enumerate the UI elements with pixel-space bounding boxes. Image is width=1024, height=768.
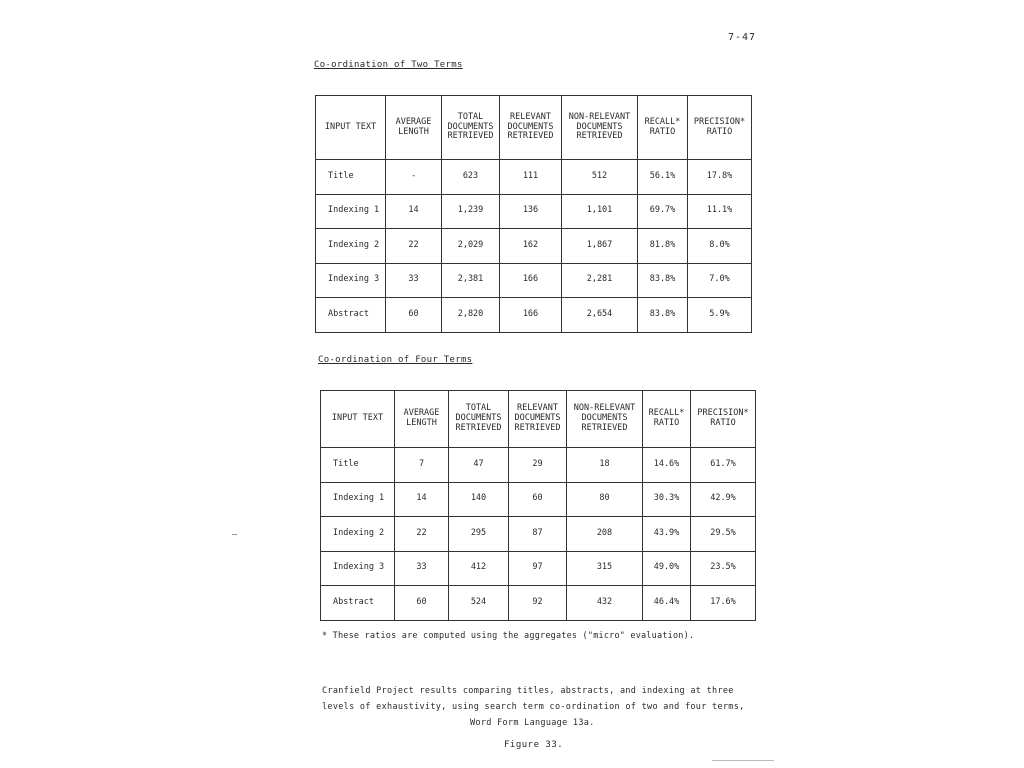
header-total-documents: TOTAL DOCUMENTS RETRIEVED xyxy=(442,96,500,160)
table-cell: 46.4% xyxy=(643,586,691,621)
table-cell: 81.8% xyxy=(638,229,688,264)
table-cell: 2,281 xyxy=(562,263,638,298)
table-cell: 1,867 xyxy=(562,229,638,264)
table-cell: - xyxy=(386,160,442,195)
table-row xyxy=(316,229,752,264)
table-cell: 208 xyxy=(567,517,643,552)
table-cell: 412 xyxy=(449,551,509,586)
table-cell: 23.5% xyxy=(691,551,756,586)
table-cell: 524 xyxy=(449,586,509,621)
row-label: Title xyxy=(321,448,395,483)
page-number: 7-47 xyxy=(728,32,757,43)
table-cell: 2,381 xyxy=(442,263,500,298)
header-relevant-documents: RELEVANT DOCUMENTS RETRIEVED xyxy=(509,391,567,448)
table-cell: 14 xyxy=(386,194,442,229)
table-cell: 42.9% xyxy=(691,482,756,517)
table-cell: 295 xyxy=(449,517,509,552)
table-cell: 14.6% xyxy=(643,448,691,483)
header-recall-ratio: RECALL* RATIO xyxy=(643,391,691,448)
caption-line-2: levels of exhaustivity, using search term co-ordination of two and four terms, xyxy=(322,702,745,712)
table-cell: 80 xyxy=(567,482,643,517)
caption-line-3: Word Form Language 13a. xyxy=(470,718,595,728)
figure-label: Figure 33. xyxy=(504,740,564,750)
table-row xyxy=(316,298,752,333)
table-cell: 2,029 xyxy=(442,229,500,264)
table-cell: 47 xyxy=(449,448,509,483)
header-average-length: AVERAGE LENGTH xyxy=(395,391,449,448)
table-cell: 29 xyxy=(509,448,567,483)
table-cell: 49.0% xyxy=(643,551,691,586)
table-cell: 7.0% xyxy=(688,263,752,298)
table1-title: Co-ordination of Two Terms xyxy=(314,60,463,70)
header-input-text: INPUT TEXT xyxy=(316,96,386,160)
table-cell: 87 xyxy=(509,517,567,552)
header-precision-ratio: PRECISION* RATIO xyxy=(688,96,752,160)
table-cell: 17.6% xyxy=(691,586,756,621)
table-cell: 56.1% xyxy=(638,160,688,195)
header-total-documents: TOTAL DOCUMENTS RETRIEVED xyxy=(449,391,509,448)
scan-mark-bottom xyxy=(712,760,774,761)
table-row xyxy=(321,448,756,483)
table-cell: 18 xyxy=(567,448,643,483)
table-cell: 140 xyxy=(449,482,509,517)
table-row xyxy=(316,160,752,195)
row-label: Indexing 1 xyxy=(316,194,386,229)
header-recall-ratio: RECALL* RATIO xyxy=(638,96,688,160)
header-non-relevant-documents: NON-RELEVANT DOCUMENTS RETRIEVED xyxy=(562,96,638,160)
table-cell: 2,820 xyxy=(442,298,500,333)
table-cell: 7 xyxy=(395,448,449,483)
table-four-terms xyxy=(320,390,756,621)
table-cell: 5.9% xyxy=(688,298,752,333)
table-cell: 69.7% xyxy=(638,194,688,229)
table-cell: 29.5% xyxy=(691,517,756,552)
table-cell: 1,101 xyxy=(562,194,638,229)
table-cell: 2,654 xyxy=(562,298,638,333)
row-label: Indexing 2 xyxy=(321,517,395,552)
table-cell: 60 xyxy=(395,586,449,621)
table-cell: 33 xyxy=(386,263,442,298)
table-cell: 111 xyxy=(500,160,562,195)
table-cell: 136 xyxy=(500,194,562,229)
table-cell: 22 xyxy=(386,229,442,264)
table-cell: 83.8% xyxy=(638,298,688,333)
table-cell: 60 xyxy=(509,482,567,517)
table-cell: 92 xyxy=(509,586,567,621)
table-row xyxy=(316,194,752,229)
table-row xyxy=(321,586,756,621)
table-cell: 97 xyxy=(509,551,567,586)
table-two-terms xyxy=(315,95,752,333)
header-input-text: INPUT TEXT xyxy=(321,391,395,448)
row-label: Title xyxy=(316,160,386,195)
table-cell: 83.8% xyxy=(638,263,688,298)
table-cell: 623 xyxy=(442,160,500,195)
table-row xyxy=(321,517,756,552)
table-row xyxy=(321,551,756,586)
header-relevant-documents: RELEVANT DOCUMENTS RETRIEVED xyxy=(500,96,562,160)
table-cell: 432 xyxy=(567,586,643,621)
table-cell: 166 xyxy=(500,298,562,333)
footnote: * These ratios are computed using the aggregates ("micro" evaluation). xyxy=(322,631,695,641)
table-row xyxy=(316,263,752,298)
row-label: Indexing 3 xyxy=(316,263,386,298)
scan-mark xyxy=(232,534,237,535)
row-label: Indexing 3 xyxy=(321,551,395,586)
header-non-relevant-documents: NON-RELEVANT DOCUMENTS RETRIEVED xyxy=(567,391,643,448)
table-cell: 1,239 xyxy=(442,194,500,229)
row-label: Abstract xyxy=(316,298,386,333)
header-precision-ratio: PRECISION* RATIO xyxy=(691,391,756,448)
header-average-length: AVERAGE LENGTH xyxy=(386,96,442,160)
table-cell: 14 xyxy=(395,482,449,517)
table-cell: 315 xyxy=(567,551,643,586)
table-row xyxy=(321,482,756,517)
row-label: Indexing 2 xyxy=(316,229,386,264)
table-cell: 22 xyxy=(395,517,449,552)
table-cell: 162 xyxy=(500,229,562,264)
table-cell: 17.8% xyxy=(688,160,752,195)
caption-line-1: Cranfield Project results comparing titles, abstracts, and indexing at three xyxy=(322,686,734,696)
table-cell: 11.1% xyxy=(688,194,752,229)
table-cell: 33 xyxy=(395,551,449,586)
table-cell: 60 xyxy=(386,298,442,333)
table-cell: 30.3% xyxy=(643,482,691,517)
table2-header-row xyxy=(321,391,756,448)
table-cell: 61.7% xyxy=(691,448,756,483)
row-label: Abstract xyxy=(321,586,395,621)
table1-header-row xyxy=(316,96,752,160)
table-cell: 8.0% xyxy=(688,229,752,264)
row-label: Indexing 1 xyxy=(321,482,395,517)
table-cell: 43.9% xyxy=(643,517,691,552)
table-cell: 512 xyxy=(562,160,638,195)
table2-title: Co-ordination of Four Terms xyxy=(318,355,473,365)
table-cell: 166 xyxy=(500,263,562,298)
